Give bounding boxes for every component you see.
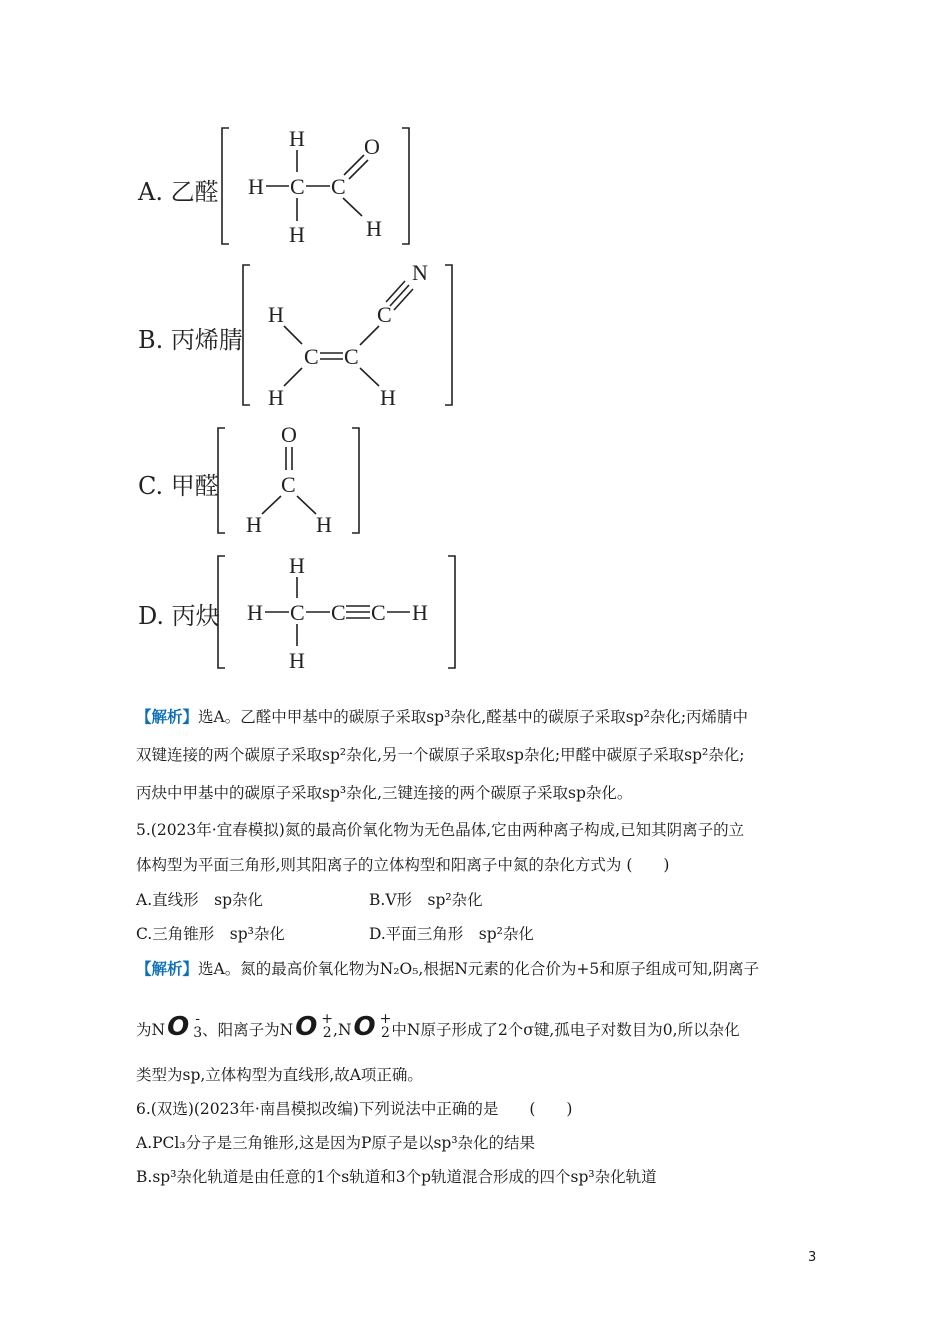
option-c-label: C. 甲醛 (138, 472, 219, 500)
question-5-option-d: D.平面三角形 sp²杂化 (369, 925, 534, 943)
atom-h: H (247, 600, 263, 625)
atom-h: H (289, 648, 305, 673)
nitronium-charge: + 2 (321, 1011, 334, 1041)
question-5-option-a: A.直线形 sp杂化 (136, 891, 263, 909)
atom-h: H (268, 302, 284, 327)
question-5-option-b: B.V形 sp²杂化 (369, 891, 483, 909)
nitronium-charge: + 2 (379, 1011, 392, 1041)
analysis-1-line-1: 【解析】选A。乙醛中甲基中的碳原子采取sp³杂化,醛基中的碳原子采取sp²杂化;丙烯腈中 (136, 707, 749, 726)
question-5-option-c: C.三角锥形 sp³杂化 (136, 925, 285, 943)
option-d-label: D. 丙炔 (138, 602, 220, 630)
formaldehyde-structure (246, 422, 332, 537)
atom-h: H (246, 512, 262, 537)
option-a-label: A. 乙醛 (138, 178, 219, 206)
page-number: 3 (808, 1250, 817, 1265)
nitrate-o: O (167, 1012, 190, 1042)
atom-h: H (316, 512, 332, 537)
atom-h: H (289, 222, 305, 247)
atom-h: H (289, 126, 305, 151)
atom-h: H (366, 216, 382, 241)
nitrate-charge: - 3 (193, 1011, 203, 1041)
atom-h: H (380, 385, 396, 410)
atom-c: C (281, 472, 296, 497)
atom-c: C (331, 174, 346, 199)
question-6-line-1: 6.(双选)(2023年·南昌模拟改编)下列说法中正确的是 ( ) (136, 1100, 573, 1118)
nitronium-o: O (295, 1012, 318, 1042)
atom-h: H (268, 385, 284, 410)
atom-c: C (290, 174, 305, 199)
analysis-2-line-3: 类型为sp,立体构型为直线形,故A项正确。 (136, 1066, 423, 1084)
atom-c: C (304, 344, 319, 369)
atom-h: H (289, 553, 305, 578)
atom-c: C (331, 600, 346, 625)
question-5-line-2: 体构型为平面三角形,则其阳离子的立体构型和阳离子中氮的杂化方式为 ( ) (136, 856, 670, 874)
atom-o: O (364, 134, 380, 159)
atom-h: H (248, 174, 264, 199)
acrylonitrile-structure (268, 260, 428, 410)
atom-c: C (377, 302, 392, 327)
nitronium-o: O (353, 1012, 376, 1042)
bracket-b (243, 265, 452, 405)
question-6-option-b: B.sp³杂化轨道是由任意的1个s轨道和3个p轨道混合形成的四个sp³杂化轨道 (136, 1168, 657, 1186)
analysis-tag: 【解析】 (136, 959, 199, 978)
question-6-option-a: A.PCl₃分子是三角锥形,这是因为P原子是以sp³杂化的结果 (136, 1134, 536, 1152)
atom-c: C (344, 344, 359, 369)
option-b-label: B. 丙烯腈 (138, 326, 243, 354)
atom-h: H (412, 600, 428, 625)
acetaldehyde-structure (248, 126, 382, 247)
analysis-2-line-2: 为NO - 3 、阳离子为NO + 2 ,NO + 2 中N原子形成了2个σ键,孤电子对数目为0,所以杂化 (136, 1011, 740, 1042)
atom-n: N (412, 260, 428, 285)
analysis-2-line-1: 【解析】选A。氮的最高价氧化物为N₂O₅,根据N元素的化合价为+5和原子组成可知,阴离子 (136, 959, 760, 978)
analysis-tag: 【解析】 (136, 707, 199, 726)
question-5-line-1: 5.(2023年·宜春模拟)氮的最高价氧化物为无色晶体,它由两种离子构成,已知其阴离子的立 (136, 821, 745, 839)
propyne-structure (247, 553, 428, 673)
atom-c: C (290, 600, 305, 625)
atom-o: O (281, 422, 297, 447)
atom-c: C (371, 600, 386, 625)
analysis-1-line-3: 丙炔中甲基中的碳原子采取sp³杂化,三键连接的两个碳原子采取sp杂化。 (136, 784, 633, 802)
analysis-1-line-2: 双键连接的两个碳原子采取sp²杂化,另一个碳原子采取sp杂化;甲醛中碳原子采取sp²杂化; (136, 746, 745, 764)
